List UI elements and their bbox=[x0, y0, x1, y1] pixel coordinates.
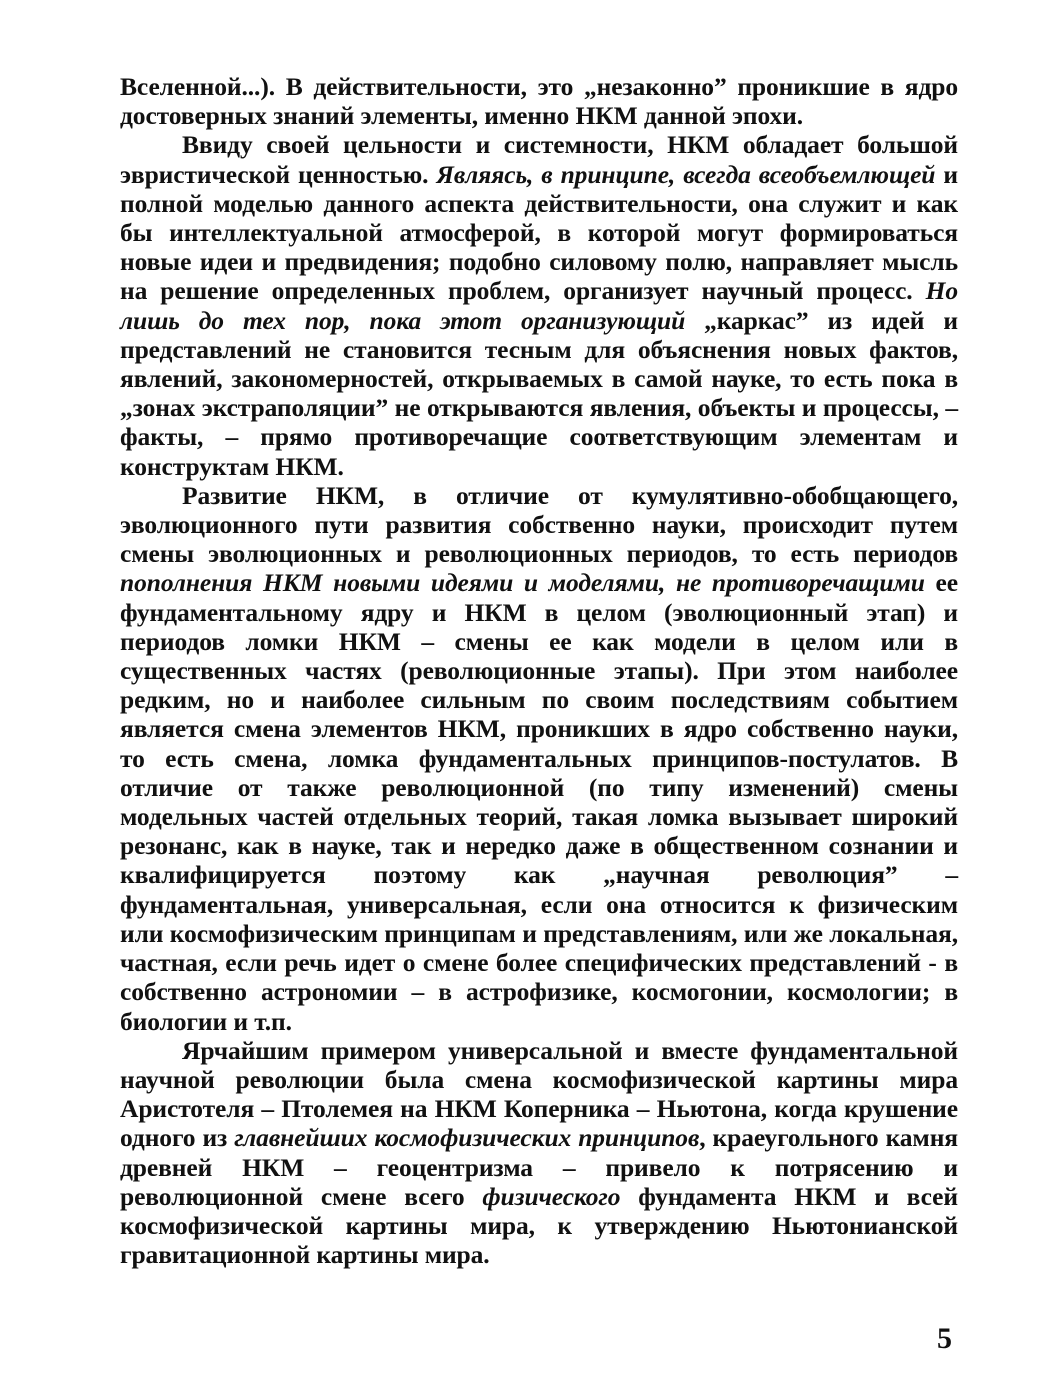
text: фундамента НКМ и всей космофизической картины мира, к утверждению Ньютонианской гравитационной картины мира. bbox=[120, 1181, 958, 1270]
page-number: 5 bbox=[937, 1322, 952, 1355]
paragraph bbox=[120, 130, 958, 480]
text: Вселенной...). В действительности, это „незаконно” проникшие в ядро достоверных знаний элементы, именно НКМ данной эпохи. bbox=[120, 72, 958, 131]
text: „каркас” из идей и представлений не становится тесным для объяснения новых фактов, явлений, закономерностей, открываемых в самой науке, то есть пока в „зонах экстраполяции” не открываются явления, объекты и процессы, – факты, – прямо противоречащие соответствующим элементам и конструктам НКМ. bbox=[120, 305, 958, 481]
italic-text: пополнения НКМ новыми идеями и моделями, не противоречащими bbox=[120, 568, 925, 598]
italic-text: главнейших космофизических принципов bbox=[234, 1123, 700, 1153]
italic-text: физического bbox=[482, 1181, 621, 1211]
text: Ярчайшим примером универсальной и вместе фундаментальной научной революции была смена космофизической картины мира Аристотеля – Птолемея на НКМ Коперника – Ньютона, когда крушение одного из bbox=[120, 1035, 958, 1153]
text: Развитие НКМ, в отличие от кумулятивно-обобщающего, эволюционного пути развития собственно науки, происходит путем смены эволюционных и революционных периодов, то есть периодов bbox=[120, 480, 958, 569]
page-body bbox=[120, 72, 958, 1269]
italic-text: Но лишь до тех пор, пока этот организующий bbox=[120, 276, 958, 335]
paragraph bbox=[120, 481, 958, 1036]
paragraph bbox=[120, 72, 958, 130]
text: Ввиду своей цельности и системности, НКМ обладает большой эвристической ценностью. bbox=[120, 130, 958, 189]
text: и полной моделью данного аспекта действительности, она служит и как бы интеллектуальной атмосферой, в которой могут формироваться новые идеи и предвидения; подобно силовому полю, направляет мысль на решение определенных проблем, организует научный процесс. bbox=[120, 159, 959, 306]
italic-text: Являясь, в принципе, всегда всеобъемлющей bbox=[436, 159, 936, 189]
paragraph bbox=[120, 1036, 958, 1270]
text: ее фундаментальному ядру и НКМ в целом (эволюционный этап) и периодов ломки НКМ – смены ее как модели в целом или в существенных частях (революционные этапы). При этом наиболее редким, но и наиболее сильным по своим последствиям событием является смена элементов НКМ, проникших в ядро собственно науки, то есть смена, ломка фундаментальных принципов-постулатов. В отличие от также революционной (по типу изменений) смены модельных частей отдельных теорий, такая ломка вызывает широкий резонанс, как в науке, так и нередко даже в общественном сознании и квалифицируется поэтому как „научная революция” – фундаментальная, универсальная, если она относится к физическим или космофизическим принципам и представлениям, или же локальная, частная, если речь идет о смене более специфических представлений - в собственно астрономии – в астрофизике, космогонии, космологии; в биологии и т.п. bbox=[120, 568, 958, 1036]
text: , краеугольного камня древней НКМ – геоцентризма – привело к потрясению и революционной смене всего bbox=[120, 1123, 958, 1211]
